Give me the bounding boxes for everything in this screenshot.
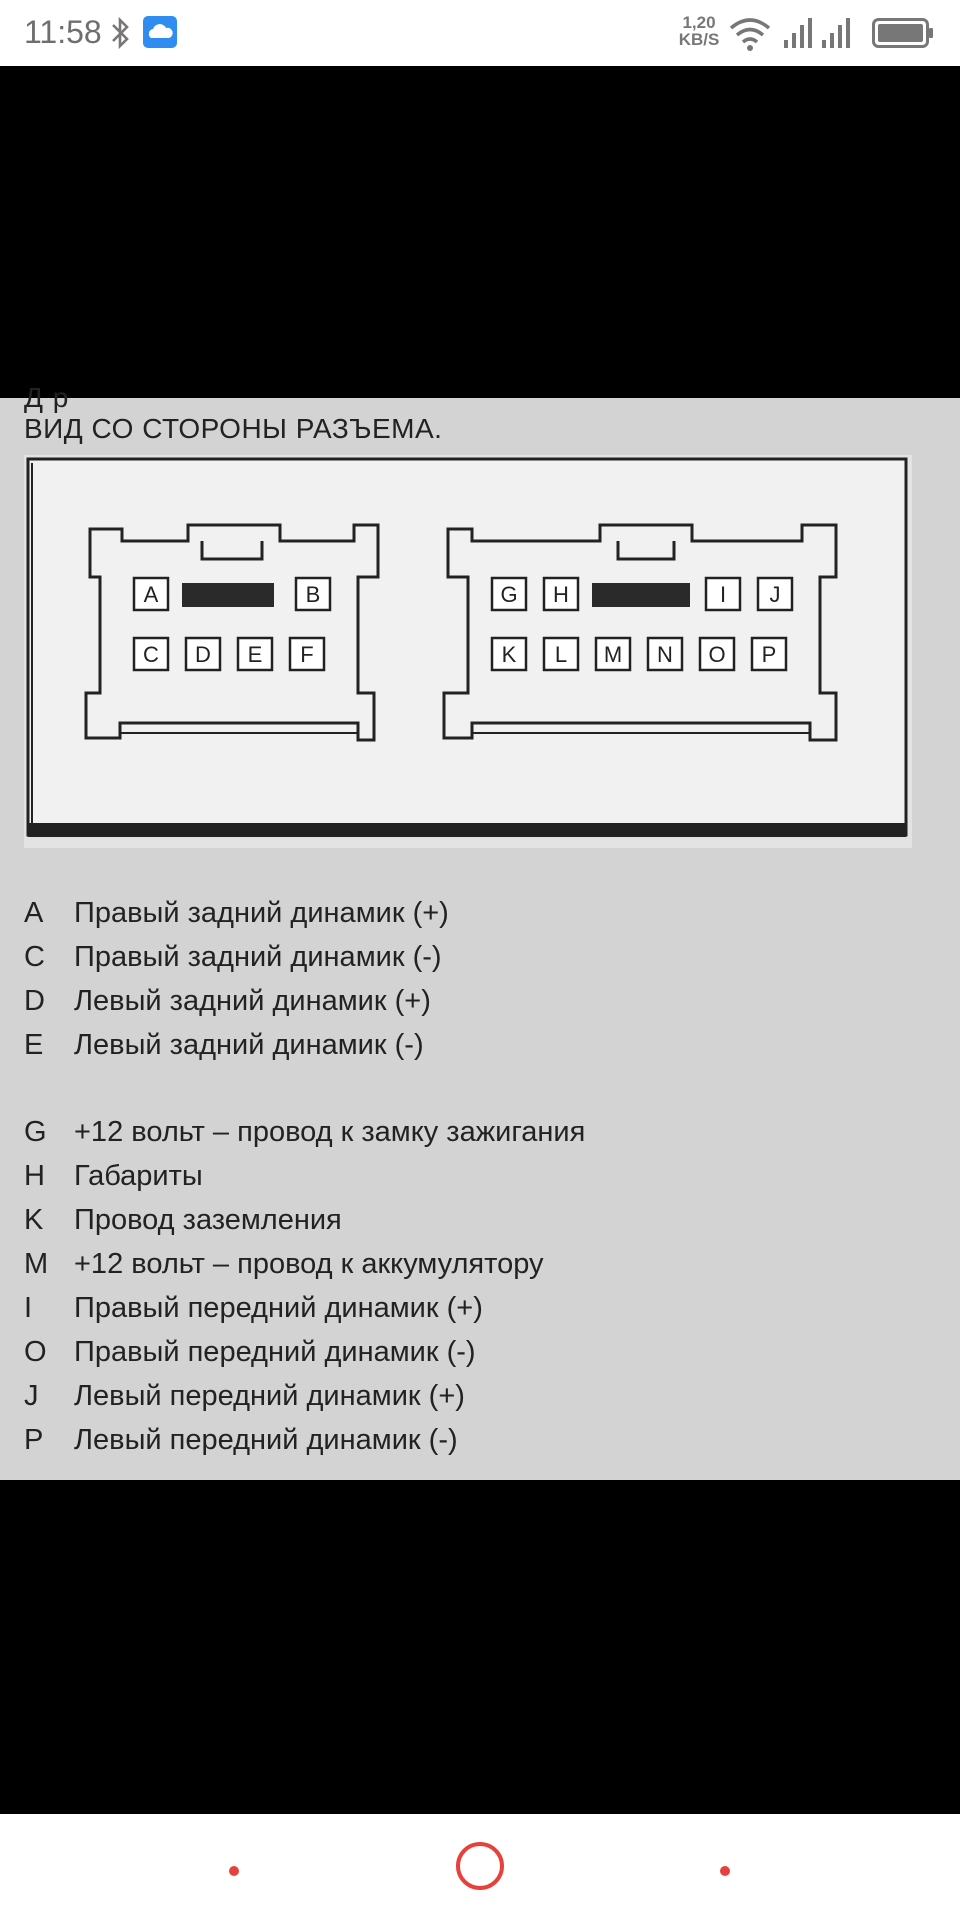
cloud-icon (143, 16, 177, 48)
list-item (24, 1288, 944, 1332)
pin-label: O (708, 642, 726, 667)
pin-label: I (719, 582, 727, 607)
list-item (24, 1244, 944, 1288)
pin-letter: D (24, 985, 45, 1017)
pin-description: Габариты (74, 1160, 203, 1192)
cut-off-text: Д р (24, 382, 70, 413)
network-speed: 1,20 KB/S (678, 13, 720, 49)
navigation-bar (0, 1814, 960, 1920)
list-item (24, 893, 944, 937)
pin-label: C (143, 642, 159, 667)
list-item (24, 1112, 944, 1156)
pin-letter: A (24, 897, 44, 929)
list-item (24, 1025, 944, 1069)
back-button[interactable] (229, 1866, 239, 1876)
pin-letter: H (24, 1160, 45, 1192)
pin-letter: P (24, 1424, 44, 1456)
pin-label: D (195, 642, 211, 667)
pin-letter: G (24, 1116, 47, 1148)
pin-label: L (554, 642, 568, 667)
pin-letter: K (24, 1204, 44, 1236)
pin-description: Левый задний динамик (-) (74, 1029, 424, 1061)
pin-letter: C (24, 941, 45, 973)
list-item (24, 1332, 944, 1376)
pin-description: Правый передний динамик (+) (74, 1292, 483, 1324)
pin-description: Правый передний динамик (-) (74, 1336, 476, 1368)
pin-letter: I (24, 1292, 33, 1324)
pin-label: K (501, 642, 517, 667)
pin-description: Правый задний динамик (-) (74, 941, 442, 973)
list-item (24, 1200, 944, 1244)
connector-drawing (24, 455, 912, 848)
pin-description: Правый задний динамик (+) (74, 897, 449, 929)
signal-icon (820, 16, 852, 50)
pin-label: F (300, 642, 314, 667)
battery-icon (872, 18, 934, 48)
status-time: 11:58 (24, 14, 102, 50)
view-caption: ВИД СО СТОРОНЫ РАЗЪЕМА. (24, 413, 443, 444)
list-item (24, 937, 944, 981)
list-item (24, 981, 944, 1025)
pin-description-list (24, 893, 944, 1464)
list-item (24, 1420, 944, 1464)
pin-description: Левый передний динамик (+) (74, 1380, 465, 1412)
pin-label: N (657, 642, 673, 667)
pin-label: E (247, 642, 263, 667)
pin-label: M (603, 642, 623, 667)
pin-description: Провод заземления (74, 1204, 342, 1236)
pin-label: B (305, 582, 321, 607)
pin-description: Левый передний динамик (-) (74, 1424, 458, 1456)
pin-label: J (769, 582, 781, 607)
pin-letter: O (24, 1336, 47, 1368)
list-item (24, 1156, 944, 1200)
connector-pinout-image[interactable] (0, 382, 960, 1480)
pin-label: H (553, 582, 569, 607)
pin-letter: J (24, 1380, 39, 1412)
status-bar (0, 0, 960, 66)
pin-label: G (500, 582, 518, 607)
list-spacer (24, 1069, 944, 1112)
connector-diagram (24, 455, 912, 848)
black-area-top (0, 66, 960, 398)
pin-letter: E (24, 1029, 44, 1061)
pin-description: +12 вольт – провод к аккумулятору (74, 1248, 544, 1280)
pin-description: +12 вольт – провод к замку зажигания (74, 1116, 586, 1148)
home-button[interactable] (456, 1842, 504, 1890)
signal-icon (782, 16, 814, 50)
pin-label: P (761, 642, 777, 667)
bluetooth-icon (110, 16, 132, 50)
wifi-icon (728, 16, 772, 52)
pin-label: A (143, 582, 159, 607)
black-area-bottom (0, 1480, 960, 1814)
pin-letter: M (24, 1248, 49, 1280)
recents-button[interactable] (720, 1866, 730, 1876)
list-item (24, 1376, 944, 1420)
pin-description: Левый задний динамик (+) (74, 985, 431, 1017)
